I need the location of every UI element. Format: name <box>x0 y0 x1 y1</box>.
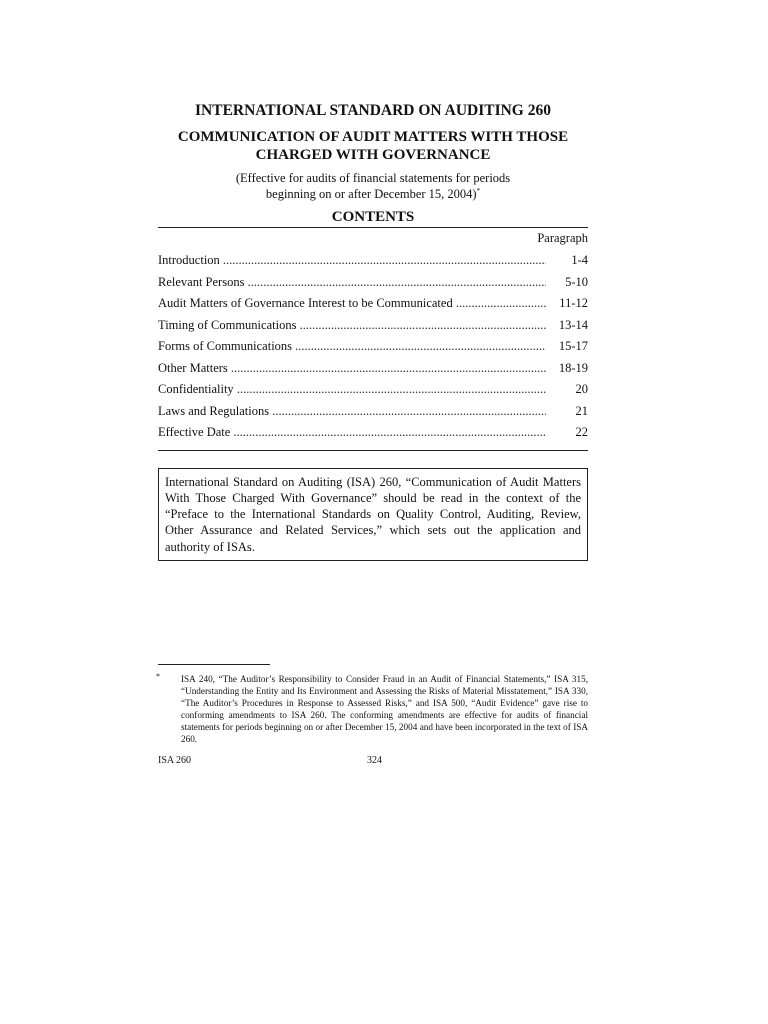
document-subtitle-line2: CHARGED WITH GOVERNANCE <box>255 147 491 163</box>
toc-entry-paragraph: 11-12 <box>559 296 588 310</box>
toc-entry-paragraph: 1-4 <box>571 253 588 267</box>
toc-entry-paragraph: 20 <box>575 382 588 396</box>
running-footer-label: ISA 260 <box>158 755 192 766</box>
document-page <box>158 102 588 561</box>
toc-entry-title: Audit Matters of Governance Interest to be Communicated ..... <box>158 295 546 311</box>
toc-entry-paragraph: 22 <box>575 425 588 439</box>
toc-entry-paragraph: 21 <box>575 403 588 418</box>
toc-entry[interactable] <box>158 274 588 296</box>
paragraph-column-label: Paragraph <box>537 231 588 245</box>
contents-heading: CONTENTS <box>158 208 588 228</box>
toc-entry[interactable] <box>158 360 588 382</box>
toc-entry-paragraph: 18-19 <box>558 360 588 375</box>
toc-entry[interactable] <box>158 295 588 317</box>
document-title: INTERNATIONAL STANDARD ON AUDITING 260 <box>195 102 551 119</box>
toc-entry[interactable] <box>158 317 588 339</box>
document-subtitle <box>158 128 588 164</box>
document-subtitle-line1: COMMUNICATION OF AUDIT MATTERS WITH THOSE <box>177 129 569 145</box>
toc-entry-paragraph: 5-10 <box>565 274 588 289</box>
toc-entry-title: Other Matters ..... <box>158 360 546 376</box>
footnote-divider <box>158 664 270 665</box>
toc-entry-paragraph: 15-17 <box>558 339 588 353</box>
page-number: 324 <box>367 755 382 766</box>
toc-entry[interactable] <box>158 252 588 274</box>
toc-entry-title: Forms of Communications ..... <box>158 338 546 354</box>
table-of-contents <box>158 252 588 451</box>
authority-notice-box: International Standard on Auditing (ISA) 260, “Communication of Audit Matters With Those Charged With Governance” should be read in the context of the “Preface to the International Standards on Quality Control, Auditing, Review, Other Assurance and Related Services,” which sets out the application and authority of ISAs. <box>158 468 588 561</box>
effective-note-line2 <box>158 186 588 202</box>
effective-note <box>158 170 588 202</box>
toc-entry-title: Relevant Persons ..... <box>158 274 546 290</box>
toc-entry[interactable] <box>158 381 588 403</box>
toc-entry-title: Laws and Regulations ..... <box>158 403 546 419</box>
effective-note-line1: (Effective for audits of financial statements for periods <box>235 171 511 185</box>
footnote-text: ISA 240, “The Auditor’s Responsibility to Consider Fraud in an Audit of Financial Statements,” ISA 315, “Understanding the Entity and Its Environment and Assessing the Risks of Material Misstatement,” ISA 330, “The Auditor’s Procedures in Response to Assessed Risks,” and ISA 500, “Audit Evidence” gave rise to conforming amendments to ISA 260. The conforming amendments are effective for audits of financial statements for periods beginning on or after December 15, 2004 and have been incorporated in the text of ISA 260. <box>181 674 588 744</box>
toc-entry[interactable] <box>158 403 588 425</box>
toc-entry-title: Confidentiality ..... <box>158 381 546 397</box>
toc-entry[interactable] <box>158 338 588 360</box>
toc-entry-title: Introduction ..... <box>158 252 546 268</box>
toc-entry-title: Effective Date ..... <box>158 424 546 440</box>
toc-entry[interactable] <box>158 424 588 446</box>
toc-entry-title: Timing of Communications ..... <box>158 317 546 333</box>
footnote-reference: * <box>476 186 481 195</box>
toc-entry-paragraph: 13-14 <box>558 317 588 332</box>
effective-note-line2-text: beginning on or after December 15, 2004) <box>265 187 477 201</box>
footnote-marker: * <box>156 672 160 681</box>
